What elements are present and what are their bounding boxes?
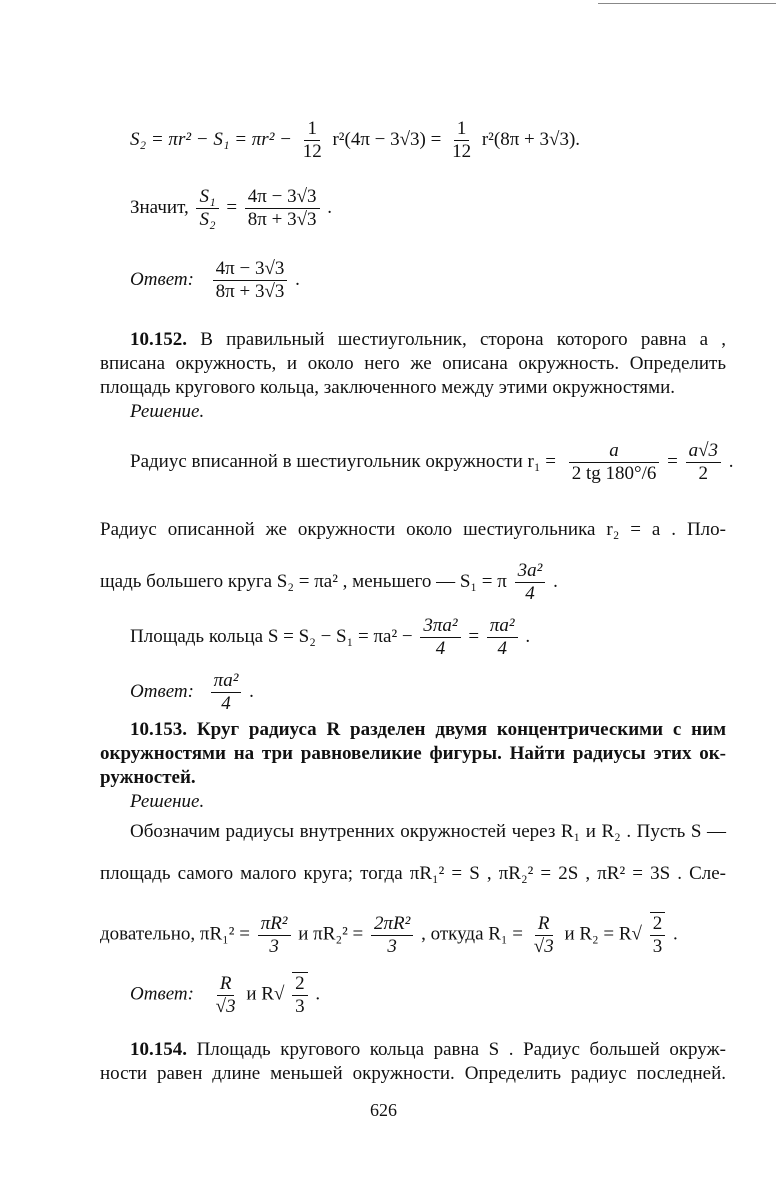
denominator: 4 [221, 693, 231, 714]
answer-2 [130, 670, 254, 715]
numerator: 2πR² [371, 913, 413, 936]
denominator: 2 [698, 463, 709, 484]
text: . [249, 680, 254, 702]
text: Площадь кругового кольца равна S . Радиус большей окруж- [196, 1039, 726, 1060]
text: . [672, 923, 678, 945]
denominator: 3 [295, 996, 305, 1017]
denominator: 4 [435, 638, 446, 659]
text: = [667, 450, 678, 472]
fraction [420, 615, 460, 660]
denominator: 8π + 3√3 [215, 281, 285, 302]
fraction [213, 973, 239, 1018]
text: , откуда R₁ = [421, 923, 524, 945]
answer-label: Ответ: [130, 983, 194, 1005]
text: . [525, 625, 531, 647]
problem-10-152-line [100, 328, 726, 352]
answer-label: Ответ: [130, 680, 194, 702]
text: Площадь кольца S = S₂ − S₁ = πa² − [130, 625, 413, 647]
numerator: a√3 [686, 440, 721, 463]
fraction [531, 913, 557, 958]
eq-part: r²(8π + 3√3). [481, 128, 581, 150]
text: и πR₂² = [298, 923, 364, 945]
fraction [515, 560, 546, 605]
fraction [211, 670, 242, 715]
numerator: πR² [258, 913, 291, 936]
numerator: 2 [292, 973, 308, 996]
fraction [371, 913, 413, 958]
numerator: S₁ [196, 186, 218, 209]
denominator: √3 [215, 995, 236, 1017]
text: . [295, 268, 300, 290]
numerator: πa² [211, 670, 242, 693]
solution-heading: Решение. [130, 401, 205, 422]
problem-10-153-line [100, 718, 726, 742]
text-line: площадь самого малого круга; тогда πR₁² = S , πR₂² = 2S , πR² = 3S . Сле- [100, 863, 726, 884]
text: . [315, 983, 321, 1005]
denominator: √3 [533, 935, 554, 957]
ring-area-line [130, 615, 530, 660]
eq-part: r²(4π − 3√3) = [332, 128, 442, 150]
denominator: 8π + 3√3 [247, 209, 317, 230]
fraction [292, 972, 308, 1018]
denominator: 2 tg 180°/6 [571, 463, 657, 484]
numerator: πa² [487, 615, 518, 638]
numerator: 3πa² [420, 615, 460, 638]
equation-s2 [130, 118, 580, 163]
denominator: S₂ [199, 209, 216, 230]
problem-10-154-line: ности равен длине меньшей окружности. Определить радиус последней. [100, 1063, 726, 1084]
denominator: 12 [452, 141, 472, 162]
numerator: 4π − 3√3 [213, 258, 288, 281]
fraction [449, 118, 474, 163]
problem-number: 10.152. [130, 329, 187, 350]
numerator: a [569, 440, 659, 463]
fraction [196, 186, 218, 231]
text: . [327, 196, 333, 218]
fraction [258, 913, 291, 958]
answer-label: Ответ: [130, 268, 194, 290]
page-number: 626 [370, 1100, 397, 1120]
fraction [650, 912, 666, 958]
denominator: 4 [497, 638, 507, 659]
text: = [468, 625, 480, 647]
numerator: 4π − 3√3 [245, 186, 320, 209]
denominator: 4 [525, 583, 535, 604]
fraction [300, 118, 325, 163]
ratio-line [130, 186, 332, 231]
problem-number: 10.153. [130, 719, 187, 740]
problem-10-153-line: окружностями на три равновеликие фигуры. Найти радиусы этих ок- [100, 743, 726, 764]
problem-number: 10.154. [130, 1039, 187, 1060]
eq-part: S₂ = πr² − S₁ = πr² − [130, 128, 292, 150]
derivation-line [100, 912, 678, 958]
problem-10-154-line [100, 1038, 726, 1062]
problem-10-152-line: вписана окружность, и около него же описана окружность. Определить [100, 353, 726, 374]
denominator: 3 [387, 935, 397, 957]
text: = [226, 196, 238, 218]
numerator: 1 [304, 118, 320, 141]
fraction [245, 186, 320, 231]
numerator: 3a² [515, 560, 546, 583]
text: В правильный шестиугольник, сторона которого равна a , [200, 329, 726, 350]
text: . [553, 570, 558, 592]
denominator: 3 [652, 936, 663, 957]
text: и R√ [246, 983, 285, 1005]
text-line: Обозначим радиусы внутренних окружностей через R₁ и R₂ . Пусть S — [130, 821, 726, 842]
text: Круг радиуса R разделен двумя концентрическими с ним [196, 719, 727, 740]
fraction [213, 258, 288, 303]
text: Радиус вписанной в шестиугольник окружности r₁ = [130, 450, 556, 472]
text: и R₂ = R√ [564, 923, 642, 945]
answer-3 [130, 972, 320, 1018]
text: . [728, 450, 734, 472]
circumscribed-radius-line: Радиус описанной же окружности около шестиугольника r₂ = a . Пло- [100, 519, 726, 540]
fraction [686, 440, 721, 485]
text: довательно, πR₁² = [100, 923, 250, 945]
denominator: 3 [269, 935, 279, 957]
problem-10-153-line: ружностей. [100, 767, 196, 788]
fraction [487, 615, 518, 660]
numerator: R [535, 913, 553, 936]
numerator: 1 [454, 118, 470, 141]
denominator: 12 [302, 141, 322, 162]
areas-line [100, 560, 558, 605]
top-rule [598, 3, 776, 4]
numerator: R [217, 973, 235, 996]
problem-10-152-line: площадь кругового кольца, заключенного между этими окружностями. [100, 377, 676, 398]
text: Значит, [130, 196, 189, 218]
answer-1 [130, 258, 300, 303]
text: щадь большего круга S₂ = πa² , меньшего — S₁ = π [100, 570, 507, 592]
fraction [569, 440, 660, 485]
solution-heading: Решение. [130, 791, 205, 812]
inscribed-radius-line [130, 440, 734, 485]
numerator: 2 [650, 913, 666, 936]
